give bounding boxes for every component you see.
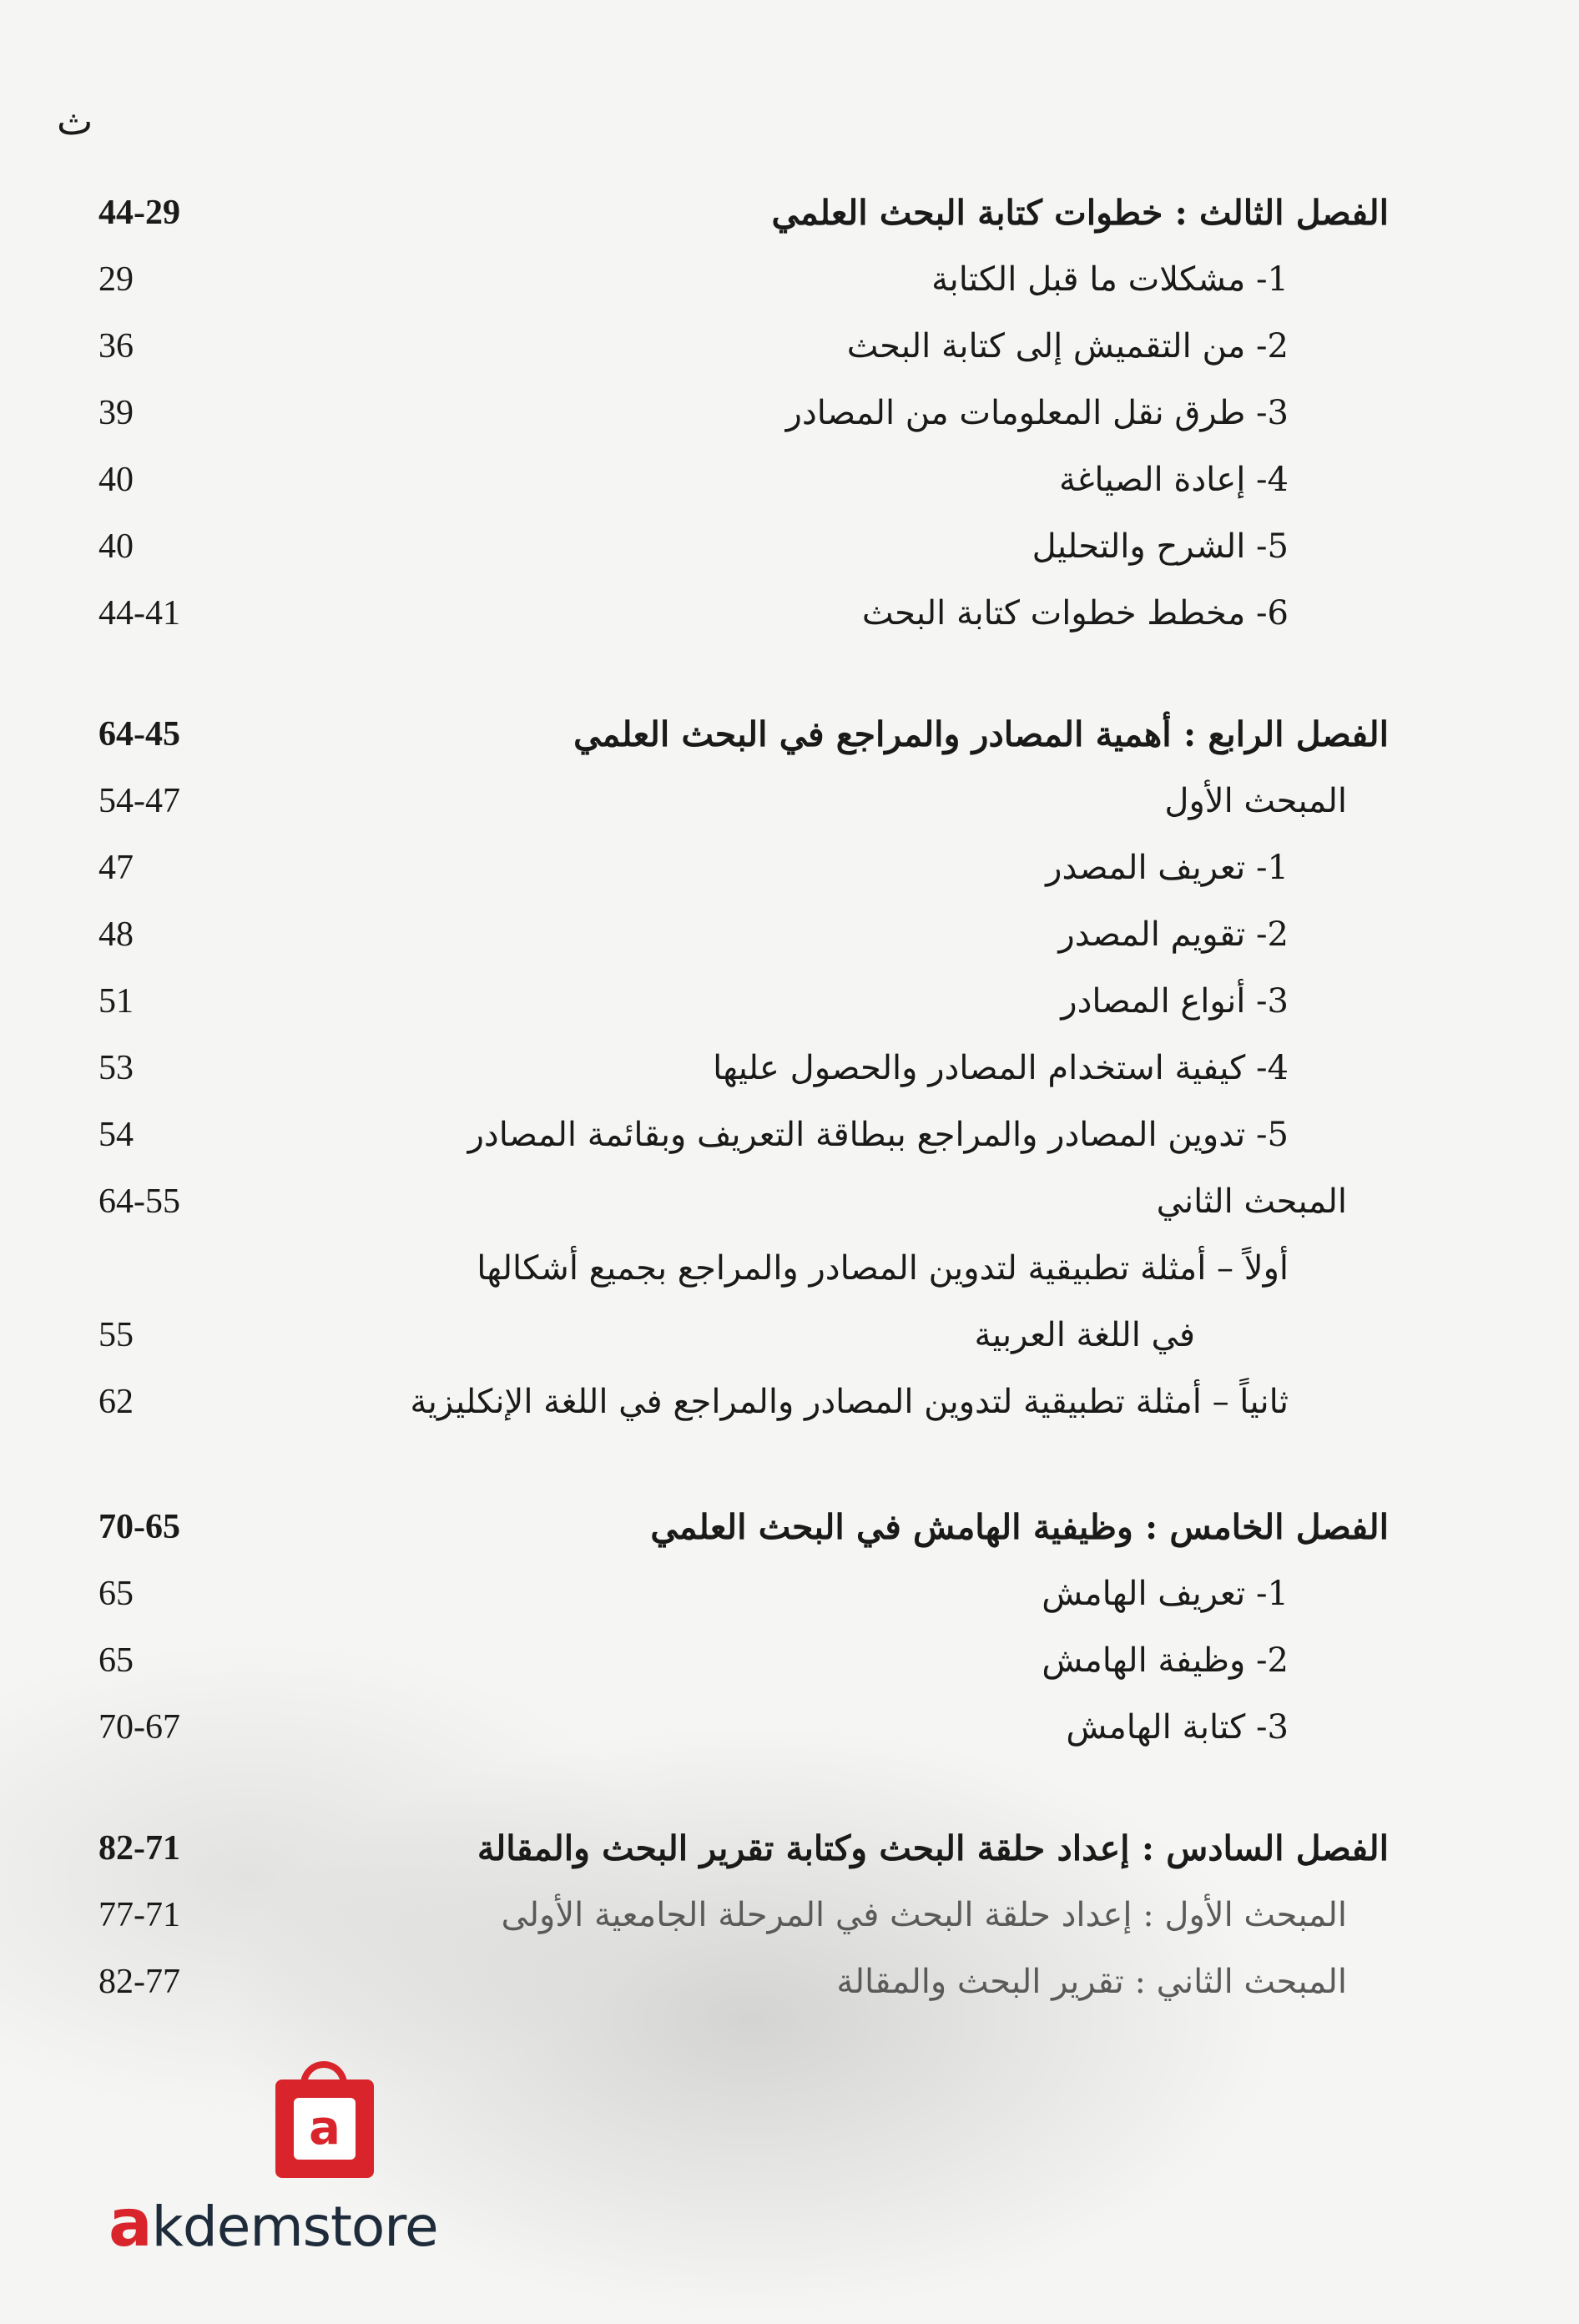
- toc-row: [0, 1882, 1579, 1948]
- toc-row: [0, 1494, 1579, 1560]
- toc-row: [0, 580, 1579, 647]
- page-range: 82-71: [98, 1829, 180, 1868]
- page-range: 64-45: [98, 715, 180, 754]
- toc-entry-title: 2- تقويم المصدر: [1058, 915, 1289, 954]
- toc-entry-title: 1- تعريف المصدر: [1046, 849, 1289, 887]
- page-range: 51: [98, 982, 134, 1021]
- toc-entry-title: 3- كتابة الهامش: [1066, 1708, 1289, 1747]
- logo-wordmark: [108, 2186, 438, 2261]
- toc-row: [0, 1168, 1579, 1235]
- page-range: 54: [98, 1116, 134, 1154]
- toc-entry-title: في اللغة العربية: [974, 1316, 1195, 1354]
- toc-row: [0, 968, 1579, 1035]
- toc-row: [0, 834, 1579, 901]
- toc-row: [0, 1694, 1579, 1761]
- page-range: 70-65: [98, 1508, 180, 1546]
- toc-row: [0, 446, 1579, 513]
- logo-icon-letter: a: [294, 2098, 356, 2160]
- page-range: 55: [98, 1316, 134, 1354]
- page-range: 65: [98, 1641, 134, 1680]
- toc-entry-title: 1- تعريف الهامش: [1042, 1575, 1289, 1613]
- toc-row: [0, 768, 1579, 834]
- toc-entry-title: 5- الشرح والتحليل: [1032, 527, 1289, 566]
- toc-row: [0, 1102, 1579, 1168]
- toc-row: [0, 901, 1579, 968]
- page-range: 82-77: [98, 1963, 180, 2001]
- toc-row: [0, 179, 1579, 246]
- toc-entry-title: ثانياً – أمثلة تطبيقية لتدوين المصادر والمراجع في اللغة الإنكليزية: [410, 1383, 1289, 1421]
- toc-row: [0, 1560, 1579, 1627]
- toc-entry-title: 3- طرق نقل المعلومات من المصادر: [785, 394, 1289, 432]
- page-letter: ث: [57, 98, 93, 144]
- toc-entry-title: 4- إعادة الصياغة: [1059, 461, 1289, 499]
- logo-wordmark-prefix: a: [108, 2186, 152, 2261]
- chapter-title: الفصل السادس : إعداد حلقة البحث وكتابة تقرير البحث والمقالة: [477, 1828, 1389, 1868]
- toc-entry-title: 5- تدوين المصادر والمراجع ببطاقة التعريف وبقائمة المصادر: [467, 1116, 1289, 1154]
- toc-entry-title: 4- كيفية استخدام المصادر والحصول عليها: [713, 1049, 1289, 1087]
- chapter-title: الفصل الثالث : خطوات كتابة البحث العلمي: [771, 193, 1389, 233]
- shopping-bag-icon: [275, 2080, 374, 2178]
- chapter-title: الفصل الرابع : أهمية المصادر والمراجع في البحث العلمي: [573, 714, 1389, 754]
- toc-row: [0, 1815, 1579, 1882]
- toc-entry-title: أولاً – أمثلة تطبيقية لتدوين المصادر والمراجع بجميع أشكالها: [477, 1249, 1289, 1288]
- chapter-title: الفصل الخامس : وظيفية الهامش في البحث العلمي: [650, 1507, 1389, 1547]
- page-range: 36: [98, 327, 134, 365]
- toc-entry-title: المبحث الأول: [1164, 782, 1347, 820]
- page-range: 54-47: [98, 782, 180, 820]
- page-range: 40: [98, 461, 134, 499]
- toc-row: [0, 1235, 1579, 1302]
- page-range: 53: [98, 1049, 134, 1087]
- page-range: 65: [98, 1575, 134, 1613]
- page-range: 77-71: [98, 1896, 180, 1934]
- toc-row: [0, 1948, 1579, 2015]
- page-range: 64-55: [98, 1182, 180, 1221]
- toc-entry-title: 1- مشكلات ما قبل الكتابة: [931, 260, 1289, 299]
- toc-row: [0, 513, 1579, 580]
- toc-row: [0, 1369, 1579, 1435]
- toc-row: [0, 701, 1579, 768]
- page-range: 40: [98, 527, 134, 566]
- page-range: 44-29: [98, 194, 180, 232]
- page-range: 70-67: [98, 1708, 180, 1747]
- akdemstore-logo: [108, 2080, 559, 2261]
- toc-row: [0, 380, 1579, 446]
- toc-row: [0, 246, 1579, 313]
- toc-entry-title: المبحث الثاني : تقرير البحث والمقالة: [836, 1963, 1347, 2001]
- page-range: 48: [98, 915, 134, 954]
- page-range: 44-41: [98, 594, 180, 633]
- toc-row: [0, 1035, 1579, 1102]
- toc-entry-title: المبحث الأول : إعداد حلقة البحث في المرحلة الجامعية الأولى: [501, 1896, 1347, 1934]
- toc-row: [0, 1302, 1579, 1369]
- page-range: 39: [98, 394, 134, 432]
- toc-row: [0, 1627, 1579, 1694]
- page-range: 47: [98, 849, 134, 887]
- toc-entry-title: 6- مخطط خطوات كتابة البحث: [861, 594, 1289, 633]
- toc-entry-title: 3- أنواع المصادر: [1061, 982, 1289, 1021]
- logo-wordmark-rest: kdemstore: [151, 2195, 438, 2259]
- page-range: 29: [98, 260, 134, 299]
- toc-entry-title: المبحث الثاني: [1156, 1182, 1347, 1221]
- toc-entry-title: 2- من التقميش إلى كتابة البحث: [846, 327, 1289, 365]
- toc-entry-title: 2- وظيفة الهامش: [1042, 1641, 1289, 1680]
- page-range: 62: [98, 1383, 134, 1421]
- toc-row: [0, 313, 1579, 380]
